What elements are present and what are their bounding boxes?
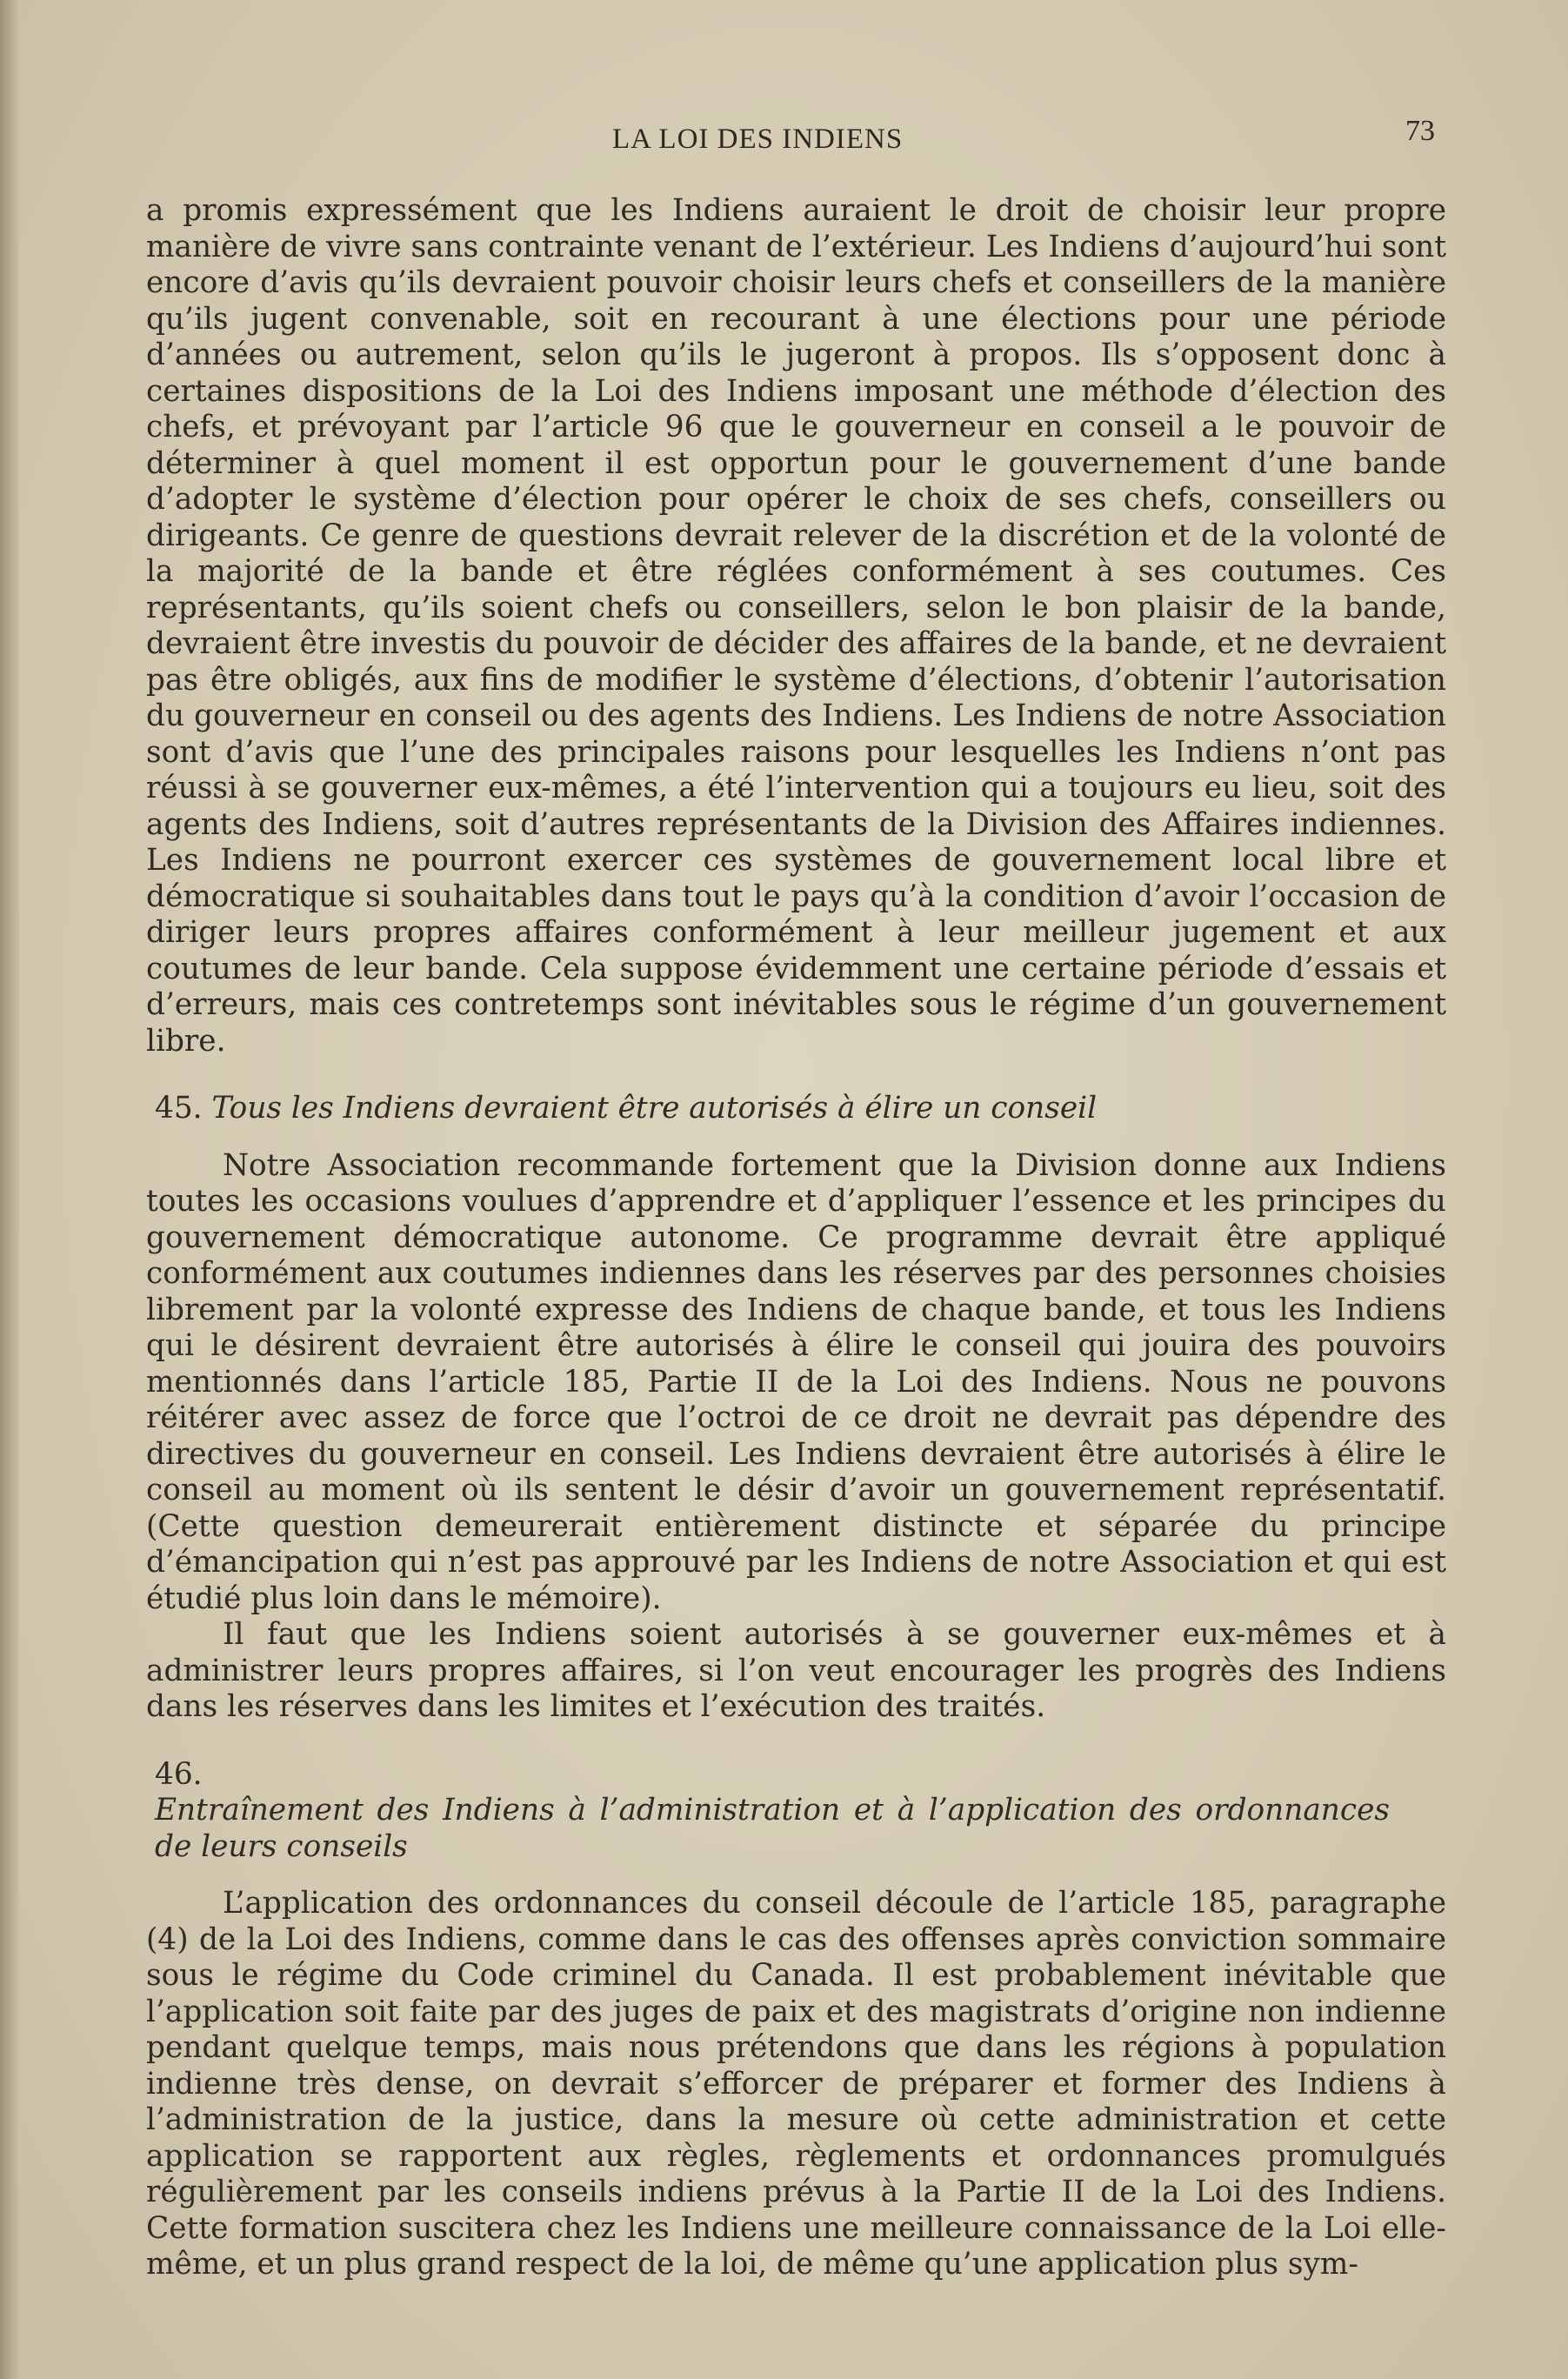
section-46-title: Entraînement des Indiens à l’administration et à l’application des ordonnances de leurs conseils [155,1793,1390,1864]
intro-paragraph: a promis expressément que les Indiens auraient le droit de choisir leur propre manière de vivre sans contrainte venant de l’extérieur. Les Indiens d’aujourd’hui sont encore d’avis qu’ils devraient pouvoir choisir leurs chefs et conseillers de la manière qu’ils jugent convenable, soit en recourant à une élections pour une période d’années ou autrement, selon qu’ils le jugeront à propos. Ils s’opposent donc à certaines dispositions de la Loi des Indiens imposant une méthode d’élection des chefs, et prévoyant par l’article 96 que le gouverneur en conseil a le pouvoir de déterminer à quel moment il est opportun pour le gouvernement d’une bande d’adopter le système d’élection pour opérer le choix de ses chefs, conseillers ou dirigeants. Ce genre de questions devrait relever de la discrétion et de la volonté de la majorité de la bande et être réglées conformément à ses coutumes. Ces représentants, qu’ils soient chefs ou conseillers, selon le bon plaisir de la bande, devraient être investis du pouvoir de décider des affaires de la bande, et ne devraient pas être obligés, aux fins de modifier le système d’élections, d’obtenir l’autorisation du gouverneur en conseil ou des agents des Indiens. Les Indiens de notre Association sont d’avis que l’une des principales raisons pour lesquelles les Indiens n’ont pas réussi à se gouverner eux-mêmes, a été l’intervention qui a toujours eu lieu, soit des agents des Indiens, soit d’autres représentants de la Division des Affaires indiennes. Les Indiens ne pourront exercer ces systèmes de gouvernement local libre et démocratique si souhaitables dans tout le pays qu’à la condition d’avoir l’occasion de diriger leurs propres affaires conformément à leur meilleur jugement et aux coutumes de leur bande. Cela suppose évidemment une certaine période d’essais et d’erreurs, mais ces contretemps sont inévitables sous le régime d’un gouvernement libre. [146,193,1446,1059]
page-number: 73 [1405,115,1435,147]
running-title: LA LOI DES INDIENS [612,124,904,155]
section-45-paragraph: Notre Association recommande fortement que la Division donne aux Indiens toutes les occasions voulues d’apprendre et d’appliquer l’essence et les principes du gouvernement démocratique autonome. Ce programme devrait être appliqué conformément aux coutumes indiennes dans les réserves par des personnes choisies librement par la volonté expresse des Indiens de chaque bande, et tous les Indiens qui le désirent devraient être autorisés à élire le conseil qui jouira des pouvoirs mentionnés dans l’article 185, Partie II de la Loi des Indiens. Nous ne pouvons réitérer avec assez de force que l’octroi de ce droit ne devrait pas dépendre des directives du gouverneur en conseil. Les Indiens devraient être autorisés à élire le conseil au moment où ils sentent le désir d’avoir un gouvernement représentatif. (Cette question demeurerait entièrement distincte et séparée du principe d’émancipation qui n’est pas approuvé par les Indiens de notre Association et qui est étudié plus loin dans le mémoire). [146,1147,1446,1616]
running-header [0,115,1568,164]
section-45-heading [155,1091,1446,1127]
section-46-heading [155,1757,1446,1866]
section-45-title: Tous les Indiens devraient être autorisés à élire un conseil [211,1091,1098,1126]
page-body [146,193,1446,2283]
section-46-number: 46. [155,1756,203,1792]
page-edge-shadow [0,0,19,2379]
section-46-paragraph: L’application des ordonnances du conseil découle de l’article 185, paragraphe (4) de la Loi des Indiens, comme dans le cas des offenses après conviction sommaire sous le régime du Code criminel du Canada. Il est probablement inévitable que l’application soit faite par des juges de paix et des magistrats d’origine non indienne pendant quelque temps, mais nous prétendons que dans les régions à population indienne très dense, on devrait s’efforcer de préparer et former des Indiens à l’administration de la justice, dans la mesure où cette administration et cette application se rapportent aux règles, règlements et ordonnances promulgués régulièrement par les conseils indiens prévus à la Partie II de la Loi des Indiens. Cette formation suscitera chez les Indiens une meilleure connaissance de la Loi elle-même, et un plus grand respect de la loi, de même qu’une application plus sym- [146,1886,1446,2282]
section-45-paragraph: Il faut que les Indiens soient autorisés à se gouverner eux-mêmes et à administrer leurs propres affaires, si l’on veut encourager les progrès des Indiens dans les réserves dans les limites et l’exécution des traités. [146,1617,1446,1724]
section-45-number: 45. [155,1091,203,1126]
